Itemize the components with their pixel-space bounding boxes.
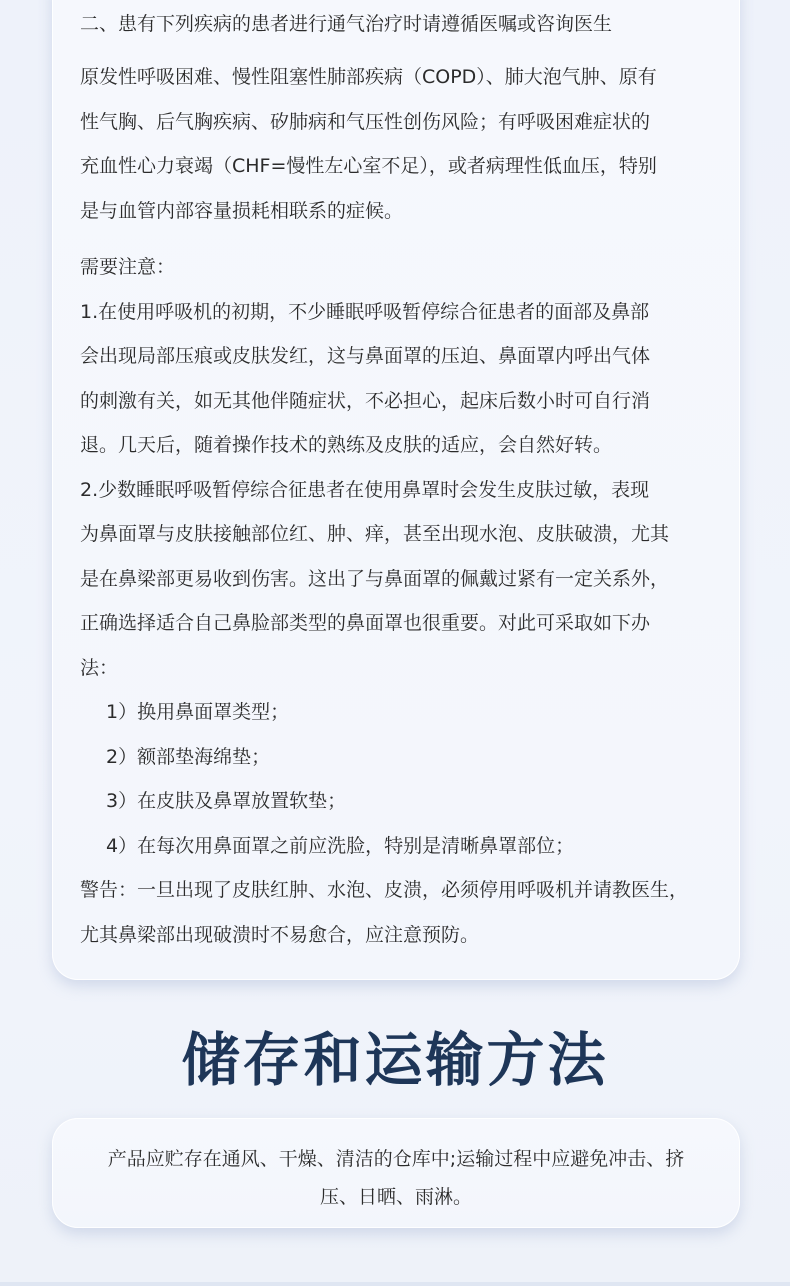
method-item: 1）换用鼻面罩类型； <box>106 701 290 723</box>
note-2-line: 法： <box>80 656 119 679</box>
note-2-line: 2.少数睡眠呼吸暂停综合征患者在使用鼻罩时会发生皮肤过敏，表现 <box>80 478 650 501</box>
notes-title: 需要注意： <box>80 256 176 278</box>
note-2-line: 是在鼻梁部更易收到伤害。这出了与鼻面罩的佩戴过紧有一定关系外， <box>80 567 670 590</box>
note-1-line: 的刺激有关，如无其他伴随症状，不必担心，起床后数小时可自行消 <box>80 389 651 412</box>
storage-line: 压、日晒、雨淋。 <box>319 1186 472 1208</box>
note-1-line: 1.在使用呼吸机的初期，不少睡眠呼吸暂停综合征患者的面部及鼻部 <box>80 300 650 323</box>
bottom-divider <box>0 1282 790 1286</box>
note-2-line: 正确选择适合自己鼻脸部类型的鼻面罩也很重要。对此可采取如下办 <box>80 612 651 634</box>
contraindications-line: 是与血管内部容量损耗相联系的症候。 <box>80 199 404 222</box>
storage-text <box>52 1140 740 1216</box>
precautions-content <box>80 0 730 957</box>
method-item: 4）在每次用鼻面罩之前应洗脸，特别是清晰鼻罩部位； <box>106 834 575 857</box>
note-2-line: 为鼻面罩与皮肤接触部位红、肿、痒，甚至出现水泡、皮肤破溃，尤其 <box>80 523 670 545</box>
note-1-line: 退。几天后，随着操作技术的熟练及皮肤的适应，会自然好转。 <box>80 434 613 456</box>
method-item: 3）在皮肤及鼻罩放置软垫； <box>106 790 347 812</box>
method-item: 2）额部垫海绵垫； <box>106 745 271 768</box>
contraindications-line: 充血性心力衰竭（CHF=慢性左心室不足），或者病理性低血压，特别 <box>80 155 657 177</box>
contraindications-line: 原发性呼吸困难、慢性阻塞性肺部疾病（COPD）、肺大泡气肿、原有 <box>80 66 657 88</box>
note-1-line: 会出现局部压痕或皮肤发红，这与鼻面罩的压迫、鼻面罩内呼出气体 <box>80 345 651 367</box>
contraindications-heading: 二、患有下列疾病的患者进行通气治疗时请遵循医嘱或咨询医生 <box>80 13 613 35</box>
warning-line: 警告：一旦出现了皮肤红肿、水泡、皮溃，必须停用呼吸机并请教医生， <box>80 879 689 901</box>
storage-line: 产品应贮存在通风、干燥、清洁的仓库中;运输过程中应避免冲击、挤 <box>107 1148 685 1170</box>
storage-section-title: 储存和运输方法 <box>181 1026 609 1094</box>
contraindications-line: 性气胸、后气胸疾病、矽肺病和气压性创伤风险；有呼吸困难症状的 <box>80 110 651 133</box>
warning-line: 尤其鼻梁部出现破溃时不易愈合，应注意预防。 <box>80 923 480 946</box>
